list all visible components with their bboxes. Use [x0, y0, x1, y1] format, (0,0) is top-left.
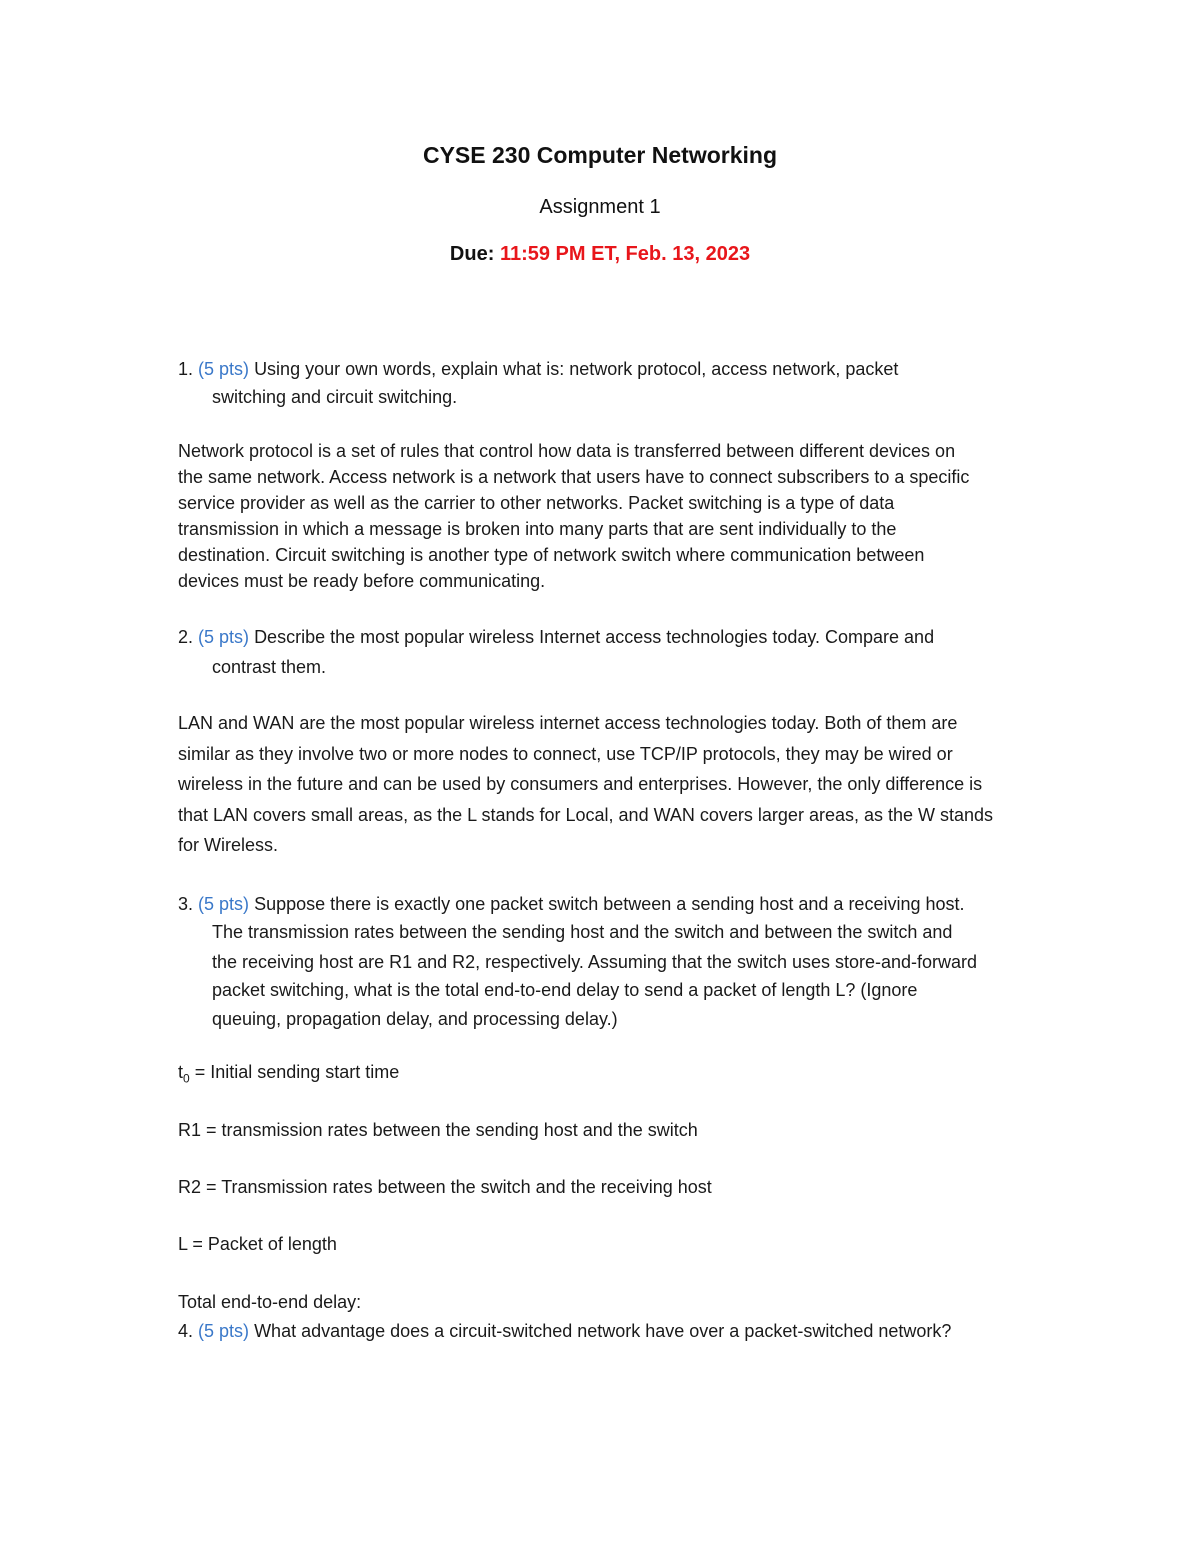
document-title: CYSE 230 Computer Networking: [422, 142, 778, 168]
total-delay-label: Total end-to-end delay:: [178, 1292, 362, 1312]
definition-r2: R2 = Transmission rates between the switch and the receiving host: [178, 1177, 712, 1197]
question-number: 3.: [178, 894, 194, 914]
question-3: [178, 892, 965, 916]
definition-r1: R1 = transmission rates between the sending host and the switch: [178, 1120, 698, 1140]
answer-2-line: for Wireless.: [178, 835, 279, 855]
answer-1-line: transmission in which a message is broken into many parts that are sent individually to the: [178, 519, 897, 539]
question-text: What advantage does a circuit-switched network have over a packet-switched network?: [254, 1321, 952, 1341]
answer-1-line: service provider as well as the carrier to other networks. Packet switching is a type of data: [178, 493, 895, 513]
question-text: Describe the most popular wireless Internet access technologies today. Compare and: [254, 627, 935, 647]
definition-l: L = Packet of length: [178, 1234, 337, 1254]
question-1-cont: switching and circuit switching.: [212, 387, 458, 407]
question-2-cont: contrast them.: [212, 657, 327, 677]
answer-1-line: devices must be ready before communicating.: [178, 571, 546, 591]
points-label: (5 pts): [198, 1321, 250, 1341]
answer-1-line: Network protocol is a set of rules that control how data is transferred between different devices on: [178, 441, 956, 461]
assignment-subtitle: Assignment 1: [539, 196, 661, 218]
answer-2-line: that LAN covers small areas, as the L stands for Local, and WAN covers larger areas, as the W stands: [178, 805, 994, 825]
answer-2-line: LAN and WAN are the most popular wireless internet access technologies today. Both of them are: [178, 713, 958, 733]
question-4: [178, 1319, 951, 1343]
answer-1-line: destination. Circuit switching is another type of network switch where communication between: [178, 545, 925, 565]
definition-t0: [178, 1060, 399, 1091]
question-number: 2.: [178, 627, 194, 647]
question-number: 1.: [178, 359, 194, 379]
question-text: Suppose there is exactly one packet switch between a sending host and a receiving host.: [254, 894, 965, 914]
question-3-cont: queuing, propagation delay, and processing delay.): [212, 1009, 618, 1029]
t0-subscript: 0: [183, 1071, 190, 1086]
points-label: (5 pts): [198, 359, 250, 379]
question-2: [178, 625, 934, 649]
question-3-cont: The transmission rates between the sending host and the switch and between the switch and: [212, 922, 953, 942]
t0-variable: t: [178, 1062, 184, 1082]
due-date: 11:59 PM ET, Feb. 13, 2023: [499, 243, 751, 265]
due-line: [0, 243, 1200, 266]
t0-definition: = Initial sending start time: [189, 1062, 400, 1082]
question-3-cont: packet switching, what is the total end-to-end delay to send a packet of length L? (Ignore: [212, 980, 918, 1000]
question-1: [178, 357, 898, 381]
due-label: Due:: [449, 243, 495, 265]
answer-2-line: similar as they involve two or more nodes to connect, use TCP/IP protocols, they may be wired or: [178, 744, 953, 764]
answer-2-line: wireless in the future and can be used by consumers and enterprises. However, the only difference is: [178, 774, 983, 794]
points-label: (5 pts): [198, 627, 250, 647]
points-label: (5 pts): [198, 894, 250, 914]
question-number: 4.: [178, 1321, 194, 1341]
question-text: Using your own words, explain what is: network protocol, access network, packet: [254, 359, 899, 379]
answer-1-line: the same network. Access network is a network that users have to connect subscribers to a specific: [178, 467, 970, 487]
question-3-cont: the receiving host are R1 and R2, respectively. Assuming that the switch uses store-and-forward: [212, 952, 978, 972]
